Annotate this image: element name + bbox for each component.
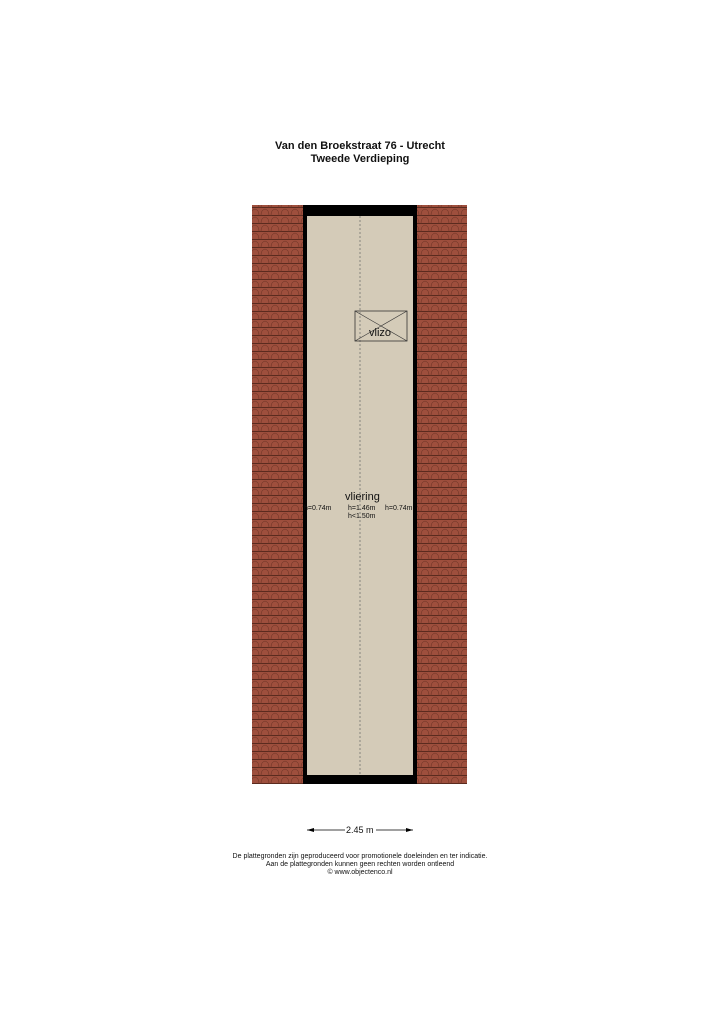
plan-title-floor: Tweede Verdieping <box>310 153 410 165</box>
roof-tiles-left <box>252 205 303 784</box>
height-center-limit-label: h<1.50m <box>348 513 376 520</box>
height-right-label: h=0.74m <box>385 505 413 512</box>
room-label: vliering <box>345 491 380 503</box>
roof-tiles-right <box>417 205 467 784</box>
disclaimer-line-2: Aan de plattegronden kunnen geen rechten worden ontleend <box>265 861 455 868</box>
dimension-width-label: 2.45 m <box>346 825 374 835</box>
height-center-label: h=1.46m <box>348 505 376 512</box>
disclaimer-line-3: © www.objectenco.nl <box>327 869 393 876</box>
plan-title-address: Van den Broekstraat 76 - Utrecht <box>275 140 445 152</box>
hatch-label: vlizo <box>369 327 392 339</box>
height-left-label: h=0.74m <box>304 505 332 512</box>
disclaimer-line-1: De plattegronden zijn geproduceerd voor promotionele doeleinden en ter indicatie. <box>232 853 488 860</box>
